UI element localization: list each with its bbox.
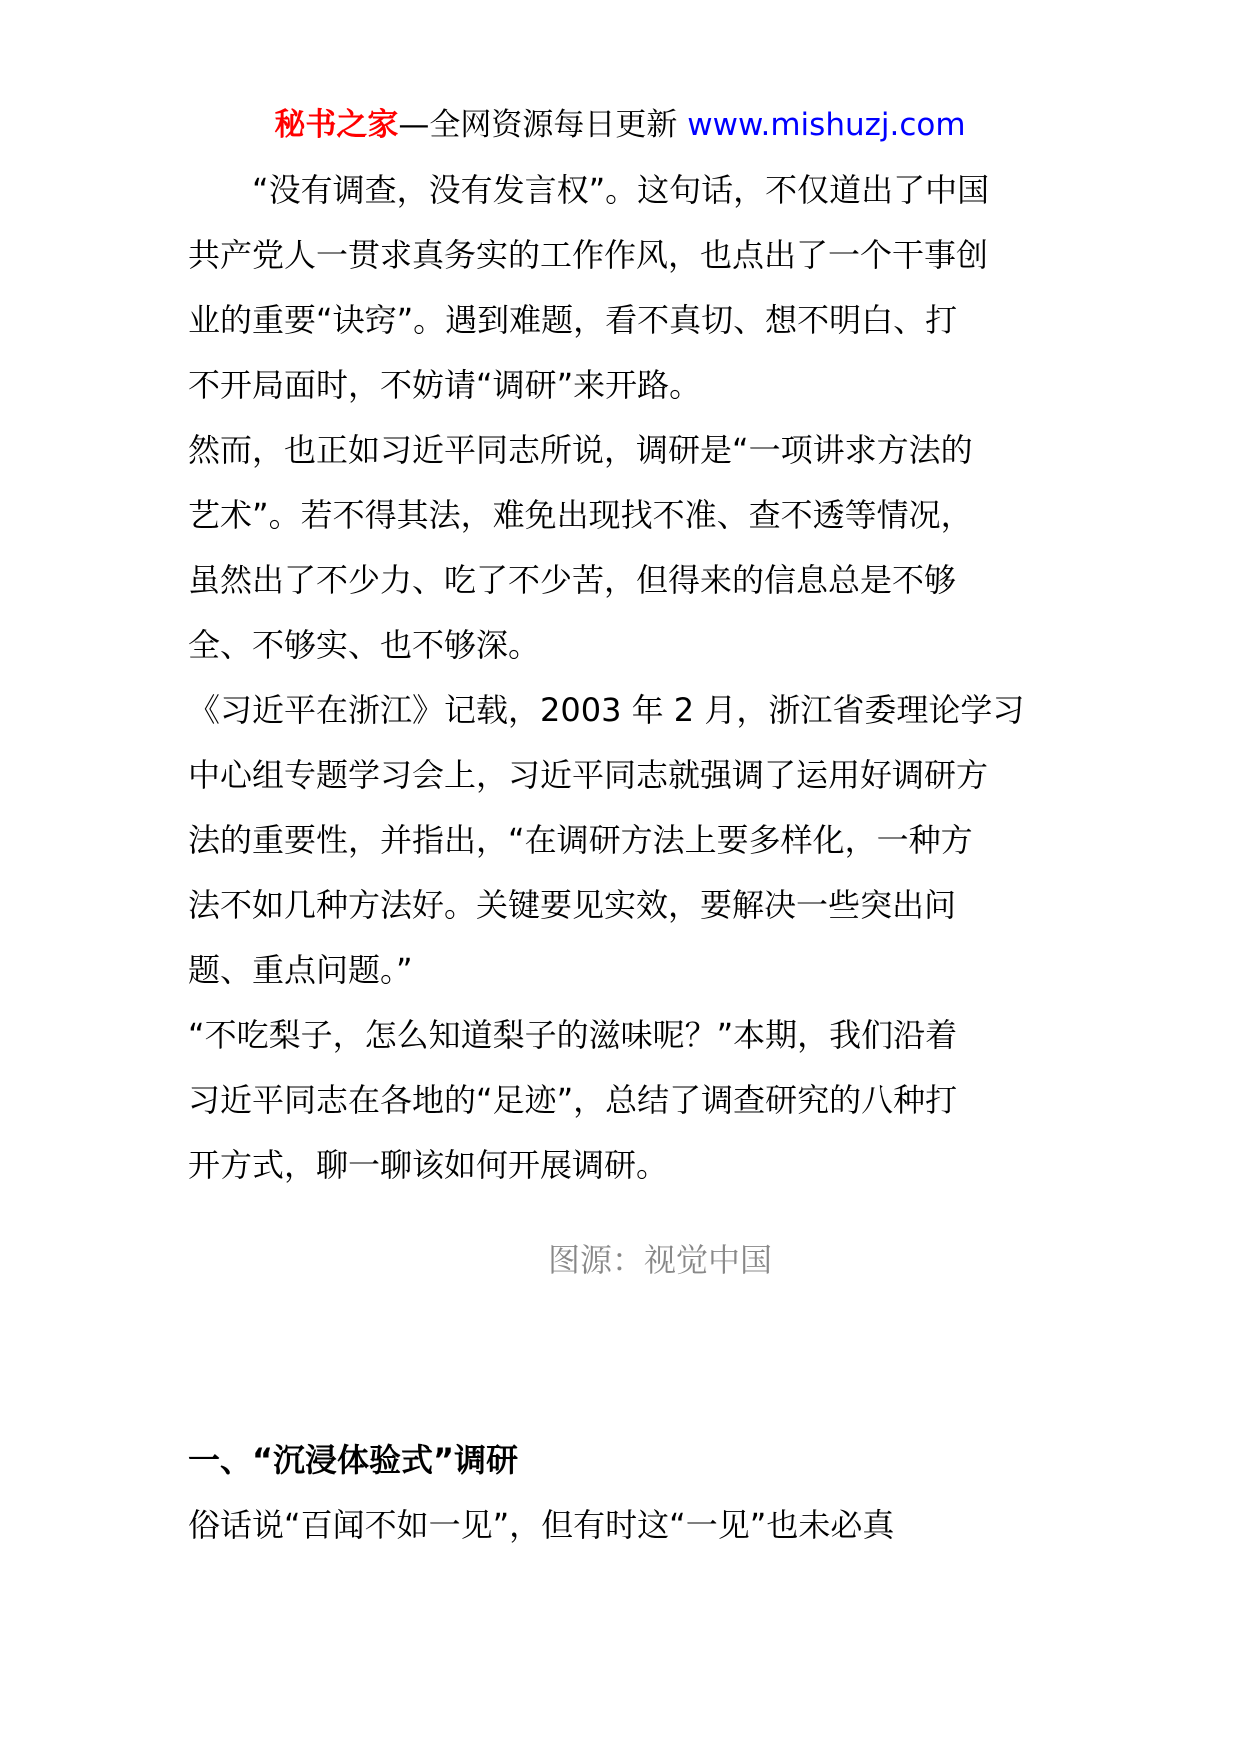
body-line: 俗话说“百闻不如一见”，但有时这“一见”也未必真 (188, 1506, 895, 1544)
body-line: 艺术”。若不得其法，难免出现找不准、查不透等情况， (188, 496, 973, 534)
body-line: 虽然出了不少力、吃了不少苦，但得来的信息总是不够 (188, 561, 957, 599)
body-line: 法的重要性，并指出，“在调研方法上要多样化，一种方 (188, 821, 973, 859)
body-line: 共产党人一贯求真务实的工作作风，也点出了一个干事创 (188, 236, 989, 274)
site-slogan: —全网资源每日更新 (398, 107, 678, 143)
body-line: “没有调查，没有发言权”。这句话，不仅道出了中国 (188, 171, 990, 209)
body-line: 法不如几种方法好。关键要见实效，要解决一些突出问 (188, 886, 957, 924)
body-line: 不开局面时，不妨请“调研”来开路。 (188, 366, 702, 404)
body-line: 业的重要“诀窍”。遇到难题，看不真切、想不明白、打 (188, 301, 958, 339)
image-caption: 图源：视觉中国 (547, 1241, 772, 1279)
body-line: 习近平同志在各地的“足迹”，总结了调查研究的八种打 (188, 1081, 958, 1119)
section-heading: 一、“沉浸体验式”调研 (188, 1441, 519, 1479)
body-line: 中心组专题学习会上，习近平同志就强调了运用好调研方 (188, 756, 989, 794)
body-line: “不吃梨子，怎么知道梨子的滋味呢？”本期，我们沿着 (188, 1016, 958, 1054)
body-line: 全、不够实、也不够深。 (188, 626, 541, 664)
site-brand: 秘书之家 (274, 107, 399, 143)
body-line: 开方式，聊一聊该如何开展调研。 (188, 1146, 669, 1184)
site-header (0, 100, 1240, 150)
site-url[interactable]: www.mishuzj.com (687, 107, 966, 143)
body-line: 然而，也正如习近平同志所说，调研是“一项讲求方法的 (188, 431, 973, 469)
body-line: 《习近平在浙江》记载，2003 年 2 月，浙江省委理论学习 (188, 691, 1025, 729)
body-line: 题、重点问题。” (188, 951, 413, 989)
